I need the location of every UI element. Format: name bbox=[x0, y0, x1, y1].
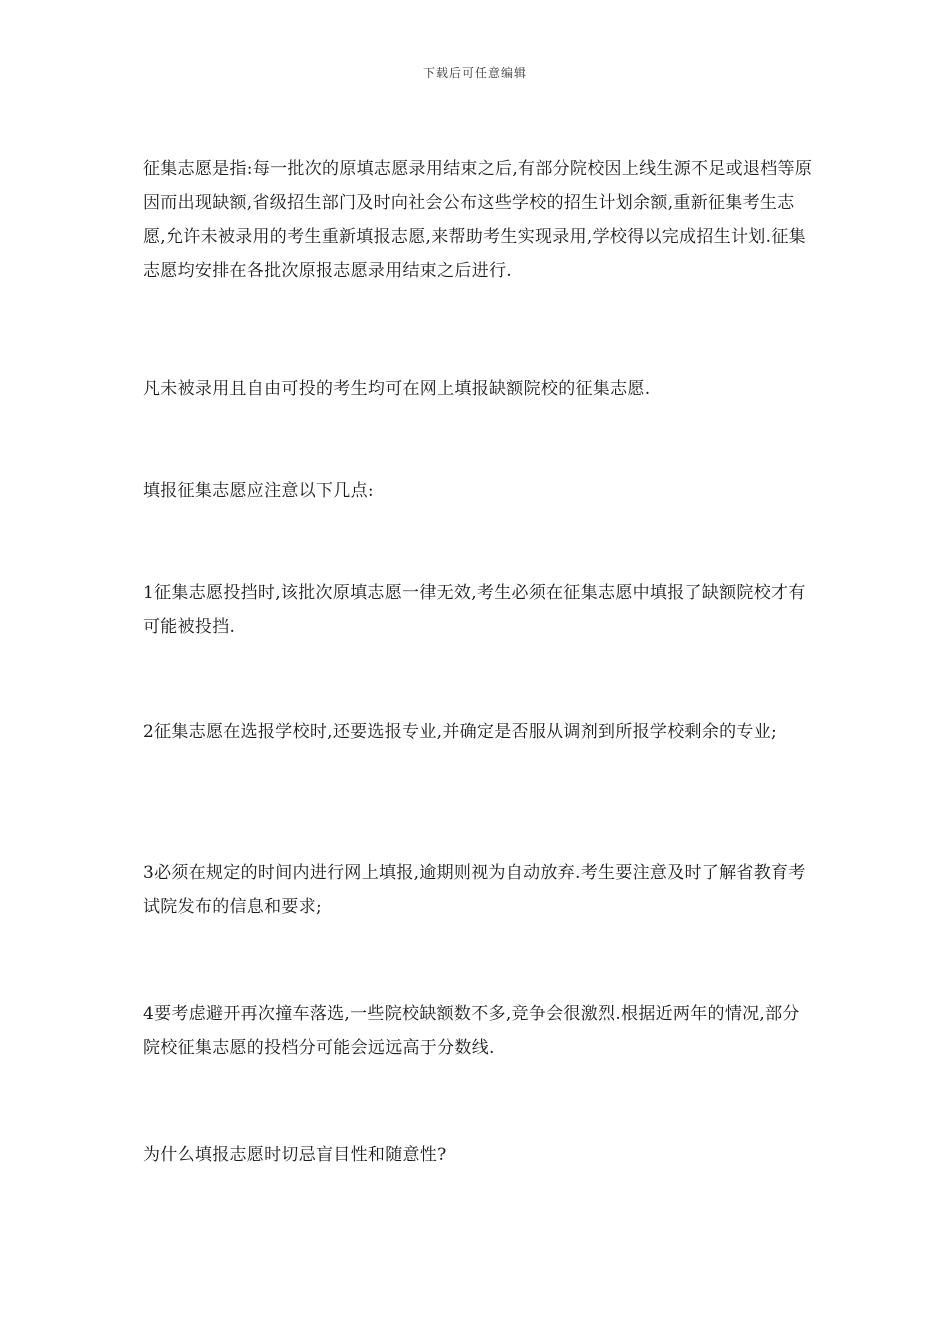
page-header: 下载后可任意编辑 bbox=[422, 66, 527, 80]
paragraph-notes-intro: 填报征集志愿应注意以下几点: bbox=[143, 481, 374, 501]
paragraph-question: 为什么填报志愿时切忌盲目性和随意性? bbox=[143, 1145, 447, 1165]
paragraph-note-1: 1征集志愿投挡时,该批次原填志愿一律无效,考生必须在征集志愿中填报了缺额院校才有可能被投挡. bbox=[143, 583, 806, 637]
paragraph-note-2: 2征集志愿在选报学校时,还要选报专业,并确定是否服从调剂到所报学校剩余的专业; bbox=[143, 722, 778, 742]
paragraph-note-4: 4要考虑避开再次撞车落选,一些院校缺额数不多,竞争会很激烈.根据近两年的情况,部分院校征集志愿的投档分可能会远远高于分数线. bbox=[143, 1004, 800, 1058]
paragraph-definition: 征集志愿是指:每一批次的原填志愿录用结束之后,有部分院校因上线生源不足或退档等原因而出现缺额,省级招生部门及时向社会公布这些学校的招生计划余额,重新征集考生志愿,允许未被录用的考生重新填报志愿,来帮助考生实现录用,学校得以完成招生计划.征集志愿均安排在各批次原报志愿录用结束之后进行. bbox=[143, 159, 813, 281]
paragraph-eligibility: 凡未被录用且自由可投的考生均可在网上填报缺额院校的征集志愿. bbox=[143, 379, 651, 399]
paragraph-note-3: 3必须在规定的时间内进行网上填报,逾期则视为自动放弃.考生要注意及时了解省教育考试院发布的信息和要求; bbox=[143, 863, 806, 917]
